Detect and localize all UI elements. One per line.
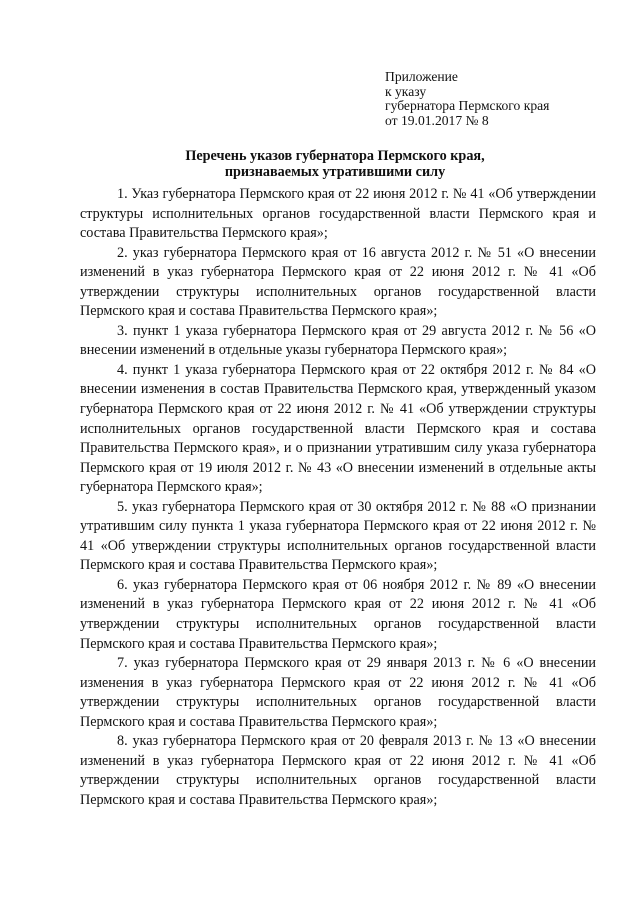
appendix-line: к указу — [385, 83, 427, 99]
list-item: 7. указ губернатора Пермского края от 29 января 2013 г. № 6 «О внесении изменения в указ губернатора Пермского края от 22 июня 2012 г. № 41 «Об утверждении структуры исполнительных органов государственной власти Пермского края и состава Правительства Пермского края»; — [80, 655, 596, 730]
document-title — [80, 148, 590, 180]
list-item: 3. пункт 1 указа губернатора Пермского края от 29 августа 2012 г. № 56 «О внесении изменений в отдельные указы губернатора Пермского края»; — [80, 322, 596, 359]
title-line: признаваемых утратившими силу — [224, 164, 446, 180]
list-item: 8. указ губернатора Пермского края от 20 февраля 2013 г. № 13 «О внесении изменений в указ губернатора Пермского края от 22 июня 2012 г. № 41 «Об утверждении структуры исполнительных органов государственной власти Пермского края и состава Правительства Пермского края»; — [80, 733, 596, 808]
list-item: 5. указ губернатора Пермского края от 30 октября 2012 г. № 88 «О признании утратившим силу пункта 1 указа губернатора Пермского края от 22 июня 2012 г. № 41 «Об утверждении структуры исполнительных органов государственной власти Пермского края и состава Правительства Пермского края»; — [80, 498, 596, 574]
list-item: 4. пункт 1 указа губернатора Пермского края от 22 октября 2012 г. № 84 «О внесении изменения в состав Правительства Пермского края, утвержденный указом губернатора Пермского края от 22 июня 2012 г. № 41 «Об утверждении структуры исполнительных органов государственной власти Пермского края и состава Правительства Пермского края», и о признании утратившим силу указа губернатора Пермского края от 19 июля 2012 г. № 43 «О внесении изменений в отдельные акты губернатора Пермского края»; — [80, 361, 596, 496]
appendix-block — [385, 70, 625, 128]
list-item: 6. указ губернатора Пермского края от 06 ноября 2012 г. № 89 «О внесении изменений в указ губернатора Пермского края от 22 июня 2012 г. № 41 «Об утверждении структуры исполнительных органов государственной власти Пермского края и состава Правительства Пермского края»; — [80, 576, 596, 652]
appendix-line: губернатора Пермского края — [385, 98, 550, 113]
appendix-line: Приложение — [385, 69, 458, 84]
list-item: 1. Указ губернатора Пермского края от 22 июня 2012 г. № 41 «Об утверждении структуры исполнительных органов государственной власти Пермского края и состава Правительства Пермского края»; — [80, 186, 596, 242]
decree-list — [80, 185, 596, 811]
title-line: Перечень указов губернатора Пермского края, — [185, 148, 485, 164]
list-item: 2. указ губернатора Пермского края от 16 августа 2012 г. № 51 «О внесении изменений в указ губернатора Пермского края от 22 июня 2012 г. № 41 «Об утверждении структуры исполнительных органов государственной власти Пермского края и состава Правительства Пермского края»; — [80, 244, 596, 320]
appendix-line: от 19.01.2017 № 8 — [385, 112, 489, 128]
